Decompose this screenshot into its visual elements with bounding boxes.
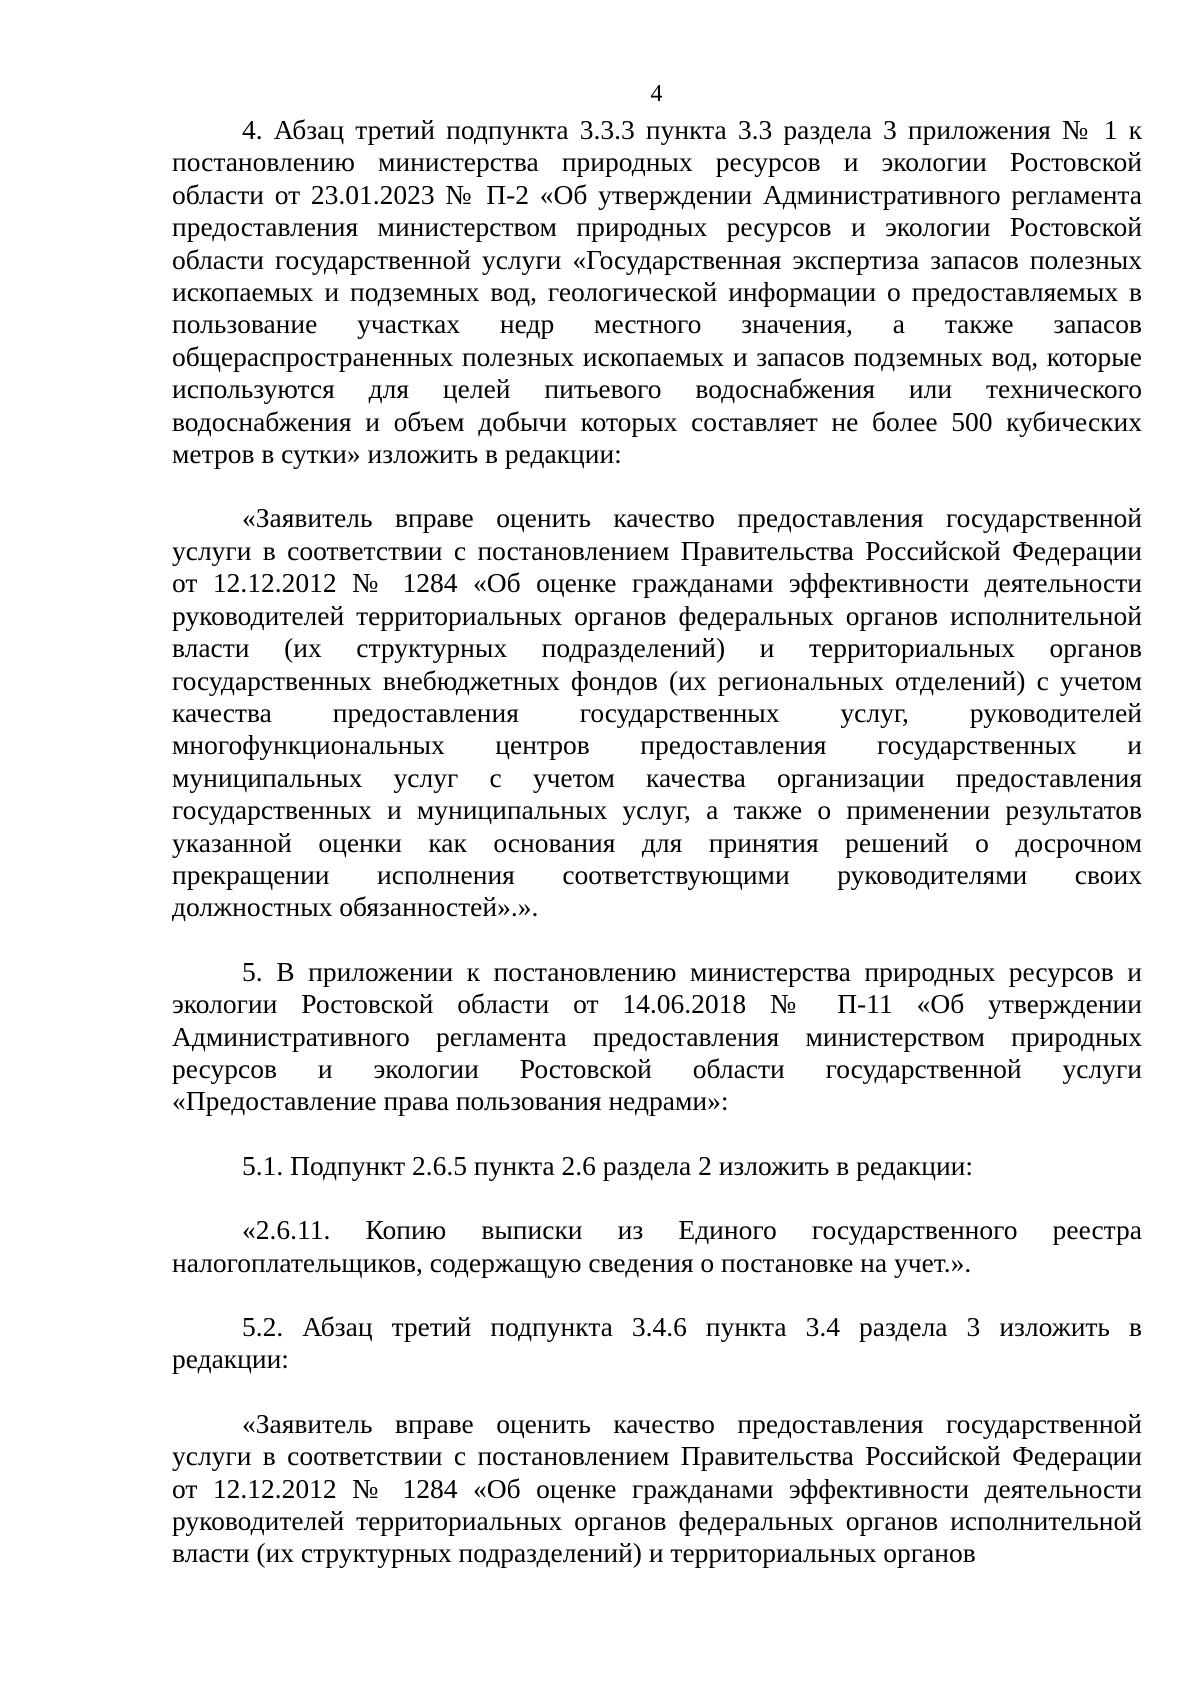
paragraph-quote-assessment-continued: «Заявитель вправе оценить качество предоставления государственной услуги в соответствии с постановлением Правительства Российской Федерации от 12.12.2012 № 1284 «Об оценке гражданами эффективности деятельности руководителей территориальных органов федеральных органов исполнительной власти (их структурных подразделений) и территориальных органов (172, 1407, 1142, 1569)
paragraph-item-5: 5. В приложении к постановлению министерства природных ресурсов и экологии Ростовской области от 14.06.2018 № П-11 «Об утверждении Административного регламента предоставления министерством природных ресурсов и экологии Ростовской области государственной услуги «Предоставление права пользования недрами»: (172, 955, 1142, 1117)
paragraph-quote-2-6-11: «2.6.11. Копию выписки из Единого государственного реестра налогоплательщиков, содержащую сведения о постановке на учет.». (172, 1214, 1142, 1278)
page-number: 4 (650, 81, 663, 107)
paragraph-item-4: 4. Абзац третий подпункта 3.3.3 пункта 3.3 раздела 3 приложения № 1 к постановлению министерства природных ресурсов и экологии Ростовской области от 23.01.2023 № П-2 «Об утверждении Административного регламента предоставления министерством природных ресурсов и экологии Ростовской области государственной услуги «Государственная экспертиза запасов полезных ископаемых и подземных вод, геологической информации о предоставляемых в пользование участках недр местного значения, а также запасов общераспространенных полезных ископаемых и запасов подземных вод, которые используются для целей питьевого водоснабжения или технического водоснабжения и объем добычи которых составляет не более 500 кубических метров в сутки» изложить в редакции: (172, 114, 1142, 470)
document-body (172, 114, 1142, 1570)
paragraph-item-5-1: 5.1. Подпункт 2.6.5 пункта 2.6 раздела 2 изложить в редакции: (242, 1149, 974, 1181)
paragraph-item-5-2: 5.2. Абзац третий подпункта 3.4.6 пункта 3.4 раздела 3 изложить в редакции: (172, 1311, 1142, 1375)
paragraph-quote-assessment: «Заявитель вправе оценить качество предоставления государственной услуги в соответствии с постановлением Правительства Российской Федерации от 12.12.2012 № 1284 «Об оценке гражданами эффективности деятельности руководителей территориальных органов федеральных органов исполнительной власти (их структурных подразделений) и территориальных органов государственных внебюджетных фондов (их региональных отделений) с учетом качества предоставления государственных услуг, руководителей многофункциональных центров предоставления государственных и муниципальных услуг с учетом качества организации предоставления государственных и муниципальных услуг, а также о применении результатов указанной оценки как основания для принятия решений о досрочном прекращении исполнения соответствующими руководителями своих должностных обязанностей».». (172, 502, 1142, 923)
